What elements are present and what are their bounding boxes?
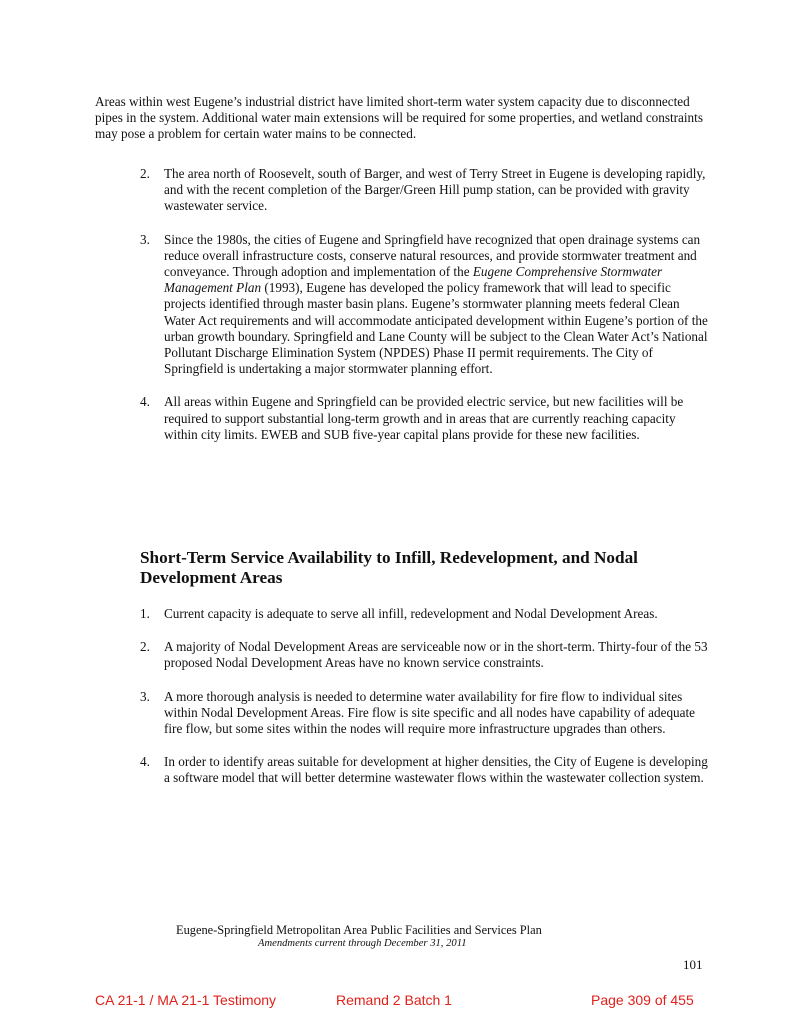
list-item [140,166,710,215]
list-item-text: All areas within Eugene and Springfield can be provided electric service, but new facilities will be required to support substantial long-term growth and in areas that are currently reaching capacity within city limits. EWEB and SUB five-year capital plans provide for these new facilities. [164,394,684,442]
list-item [140,639,710,671]
list-item-number: 3. [140,688,150,704]
list-item-text: In order to identify areas suitable for development at higher densities, the City of Eugene is developing a software model that will better determine wastewater flows within the wastewater collection system. [164,754,708,786]
footer-plan-title: Eugene-Springfield Metropolitan Area Public Facilities and Services Plan [176,923,542,937]
list-item-text: The area north of Roosevelt, south of Barger, and west of Terry Street in Eugene is developing rapidly, and with the recent completion of the Barger/Green Hill pump station, can be provided with gravity wastewater service. [164,166,706,214]
list-item-text-after: (1993), Eugene has developed the policy framework that will lead to specific projects identified through master basin plans. Eugene’s stormwater planning meets federal Clean Water Act requirements and will accommodate anticipated development within Eugene’s portion of the urban growth boundary. Springfield and Lane County will be subject to the Clean Water Act’s National Pollutant Discharge Elimination System (NPDES) Phase II permit requirements. The City of Springfield is undertaking a major stormwater planning effort. [164,280,708,377]
page-number: 101 [683,957,703,972]
section-heading: Short-Term Service Availability to Infill, Redevelopment, and Nodal Development Areas [140,548,638,587]
findings-list-long-term [140,166,710,460]
list-item-number: 3. [140,231,150,247]
footer-amendments: Amendments current through December 31, 2011 [258,938,467,949]
stamp-testimony: CA 21-1 / MA 21-1 Testimony [95,992,277,1008]
list-item [140,394,710,443]
list-item-number: 4. [140,394,150,410]
intro-paragraph: Areas within west Eugene’s industrial district have limited short-term water system capacity due to disconnected pipes in the system. Additional water main extensions will be required for some properties, and wetland constraints may pose a problem for certain water mains to be connected. [95,94,703,142]
list-item [140,232,710,378]
list-item [140,689,710,738]
list-item-number: 1. [140,606,150,621]
list-item-number: 2. [140,166,150,181]
list-item [140,606,710,622]
list-item [140,754,710,786]
stamp-page-of: Page 309 of 455 [591,992,694,1008]
list-item-text: A more thorough analysis is needed to determine water availability for fire flow to individual sites within Nodal Development Areas. Fire flow is site specific and all nodes have capability of adequate fire flow, but some sites within the nodes will require more infrastructure upgrades than others. [164,688,696,737]
plan-title-italic: Eugene Comprehensive Stormwater Management Plan [164,264,663,296]
list-item-number: 2. [140,639,150,655]
list-item-text-before: Since the 1980s, the cities of Eugene and Springfield have recognized that open drainage systems can reduce overall infrastructure costs, conserve natural resources, and provide stormwater treatment and conveyance. Through adoption and implementation of the [164,231,701,280]
findings-list-short-term [140,606,710,804]
list-item-number: 4. [140,754,150,770]
list-item-text: Current capacity is adequate to serve all infill, redevelopment and Nodal Development Areas. [164,606,658,621]
stamp-remand: Remand 2 Batch 1 [336,992,452,1008]
list-item-text: A majority of Nodal Development Areas are serviceable now or in the short-term. Thirty-four of the 53 proposed Nodal Development Areas have no known service constraints. [164,639,708,671]
